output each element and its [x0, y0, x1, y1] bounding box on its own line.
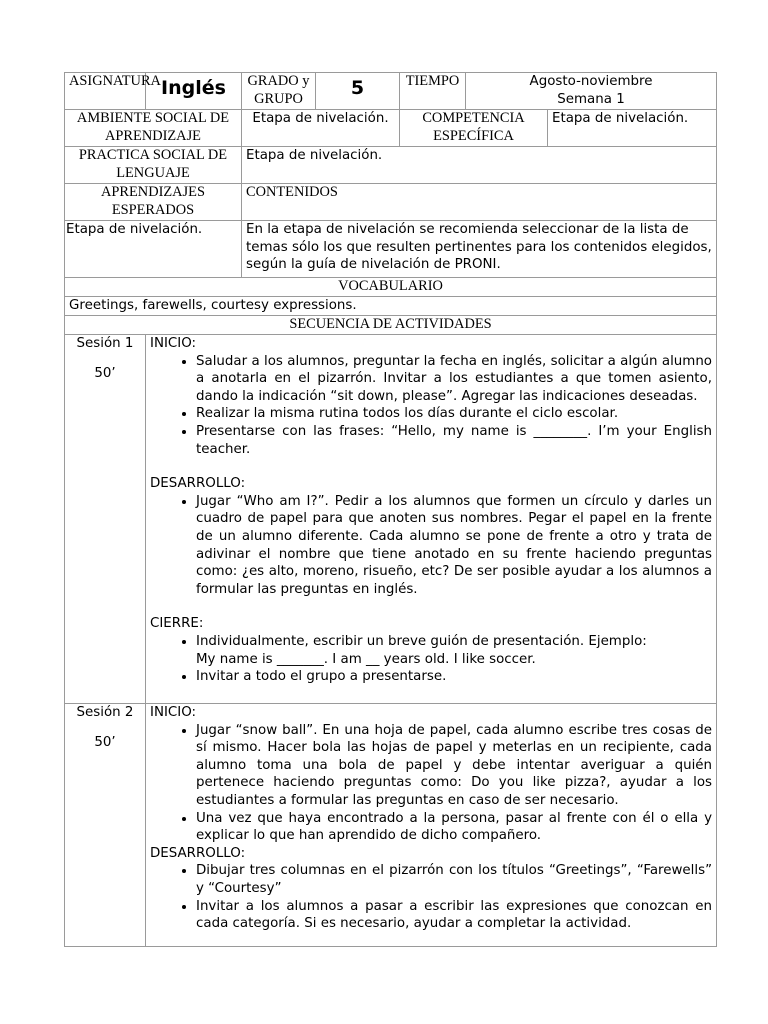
- session1-cierre-list: [150, 633, 712, 686]
- cierre-item-line1: • Individualmente, escribir un breve guión de presentación. Ejemplo:: [196, 633, 647, 649]
- session2-activities: [146, 704, 717, 947]
- session2-inicio-list: [150, 722, 712, 845]
- session2-info: [65, 704, 146, 947]
- session1-row: [65, 335, 717, 704]
- session2-desarrollo-label: DESARROLLO:: [150, 845, 246, 861]
- secuencia-label: SECUENCIA DE ACTIVIDADES: [65, 316, 717, 335]
- list-item: • Presentarse con las frases: “Hello, my name is ________. I’m your English teacher.: [196, 423, 712, 458]
- grado-value: 5: [316, 73, 400, 110]
- header-row: [65, 73, 717, 110]
- list-item: [196, 633, 712, 668]
- aprendizajes-row: [65, 184, 717, 221]
- contenidos-label: CONTENIDOS: [242, 184, 717, 221]
- session2-name: Sesión 2: [76, 705, 134, 720]
- lesson-plan-page: [64, 72, 716, 947]
- session2-row: [65, 704, 717, 947]
- list-item: • Jugar “snow ball”. En una hoja de papel, cada alumno escribe tres cosas de sí mismo. Hacer bola las hojas de papel y meterlas en un recipiente, cada alumno toma una bola de papel y debe intentar averiguar a quién pertenece haciendo preguntas como: Do you like pizza?, ayudar a los estudiantes a formular las preguntas en caso de ser necesario.: [196, 722, 712, 810]
- practica-row: [65, 147, 717, 184]
- asignatura-value: Inglés: [146, 73, 242, 110]
- session1-duration: 50’: [94, 365, 116, 381]
- aprendizajes-label: APRENDIZAJES ESPERADOS: [65, 184, 242, 221]
- tiempo-value: [466, 73, 717, 110]
- cierre-item-line2: My name is _______. I am __ years old. I like soccer.: [196, 651, 536, 667]
- session1-activities: [146, 335, 717, 704]
- session2-inicio-label: INICIO:: [150, 705, 197, 720]
- practica-label: PRACTICA SOCIAL DE LENGUAJE: [65, 147, 242, 184]
- tiempo-value-line2: Semana 1: [557, 91, 625, 107]
- session2-desarrollo-list: [150, 862, 712, 932]
- session1-inicio-list: [150, 353, 712, 459]
- ambiente-value: Etapa de nivelación.: [242, 110, 400, 147]
- session1-desarrollo-list: [150, 493, 712, 599]
- vocabulario-label: VOCABULARIO: [65, 278, 717, 297]
- grado-label: GRADO y GRUPO: [242, 73, 316, 110]
- vocabulario-row: [65, 297, 717, 316]
- session1-name: Sesión 1: [76, 336, 134, 351]
- aprendizajes-value: Etapa de nivelación.: [65, 221, 242, 278]
- vocabulario-header-row: [65, 278, 717, 297]
- session1-desarrollo-label: DESARROLLO:: [150, 476, 246, 492]
- list-item: • Invitar a los alumnos a pasar a escribir las expresiones que conozcan en cada categoría. Si es necesario, ayudar a completar la actividad.: [196, 898, 712, 933]
- session1-cierre-label: CIERRE:: [150, 616, 204, 632]
- secuencia-header-row: [65, 316, 717, 335]
- competencia-value: Etapa de nivelación.: [548, 110, 717, 147]
- session2-duration: 50’: [94, 734, 116, 750]
- practica-value: Etapa de nivelación.: [242, 147, 717, 184]
- contenidos-row: [65, 221, 717, 278]
- tiempo-value-line1: Agosto-noviembre: [529, 74, 653, 89]
- ambiente-row: [65, 110, 717, 147]
- ambiente-label: AMBIENTE SOCIAL DE APRENDIZAJE: [65, 110, 242, 147]
- contenidos-value: En la etapa de nivelación se recomienda seleccionar de la lista de temas sólo los que resulten pertinentes para los contenidos elegidos, según la guía de nivelación de PRONI.: [242, 221, 717, 278]
- list-item: • Jugar “Who am I?”. Pedir a los alumnos que formen un círculo y darles un cuadro de papel para que anoten sus nombres. Pegar el papel en la frente de un alumno diferente. Cada alumno se pone de frente a otro y trata de adivinar el nombre que tiene anotado en su frente haciendo preguntas como: ¿es alto, moreno, risueño, etc? De ser posible ayudar a los alumnos a formular las preguntas en inglés.: [196, 493, 712, 599]
- competencia-label: COMPETENCIA ESPECÍFICA: [400, 110, 548, 147]
- session1-inicio-label: INICIO:: [150, 336, 197, 351]
- list-item: • Realizar la misma rutina todos los días durante el ciclo escolar.: [196, 405, 712, 423]
- asignatura-label: ASIGNATURA: [65, 73, 146, 110]
- list-item: • Dibujar tres columnas en el pizarrón con los títulos “Greetings”, “Farewells” y “Courtesy”: [196, 862, 712, 897]
- session1-info: [65, 335, 146, 704]
- vocabulario-value: Greetings, farewells, courtesy expressions.: [65, 297, 717, 316]
- tiempo-label: TIEMPO: [400, 73, 466, 110]
- list-item: • Una vez que haya encontrado a la persona, pasar al frente con él o ella y explicar lo que han aprendido de dicho compañero.: [196, 810, 712, 845]
- list-item: • Saludar a los alumnos, preguntar la fecha en inglés, solicitar a algún alumno a anotarla en el pizarrón. Invitar a los estudiantes a que tomen asiento, dando la indicación “sit down, please”. Agregar las indicaciones deseadas.: [196, 353, 712, 406]
- lesson-plan-table: [64, 72, 717, 947]
- list-item: • Invitar a todo el grupo a presentarse.: [196, 668, 712, 686]
